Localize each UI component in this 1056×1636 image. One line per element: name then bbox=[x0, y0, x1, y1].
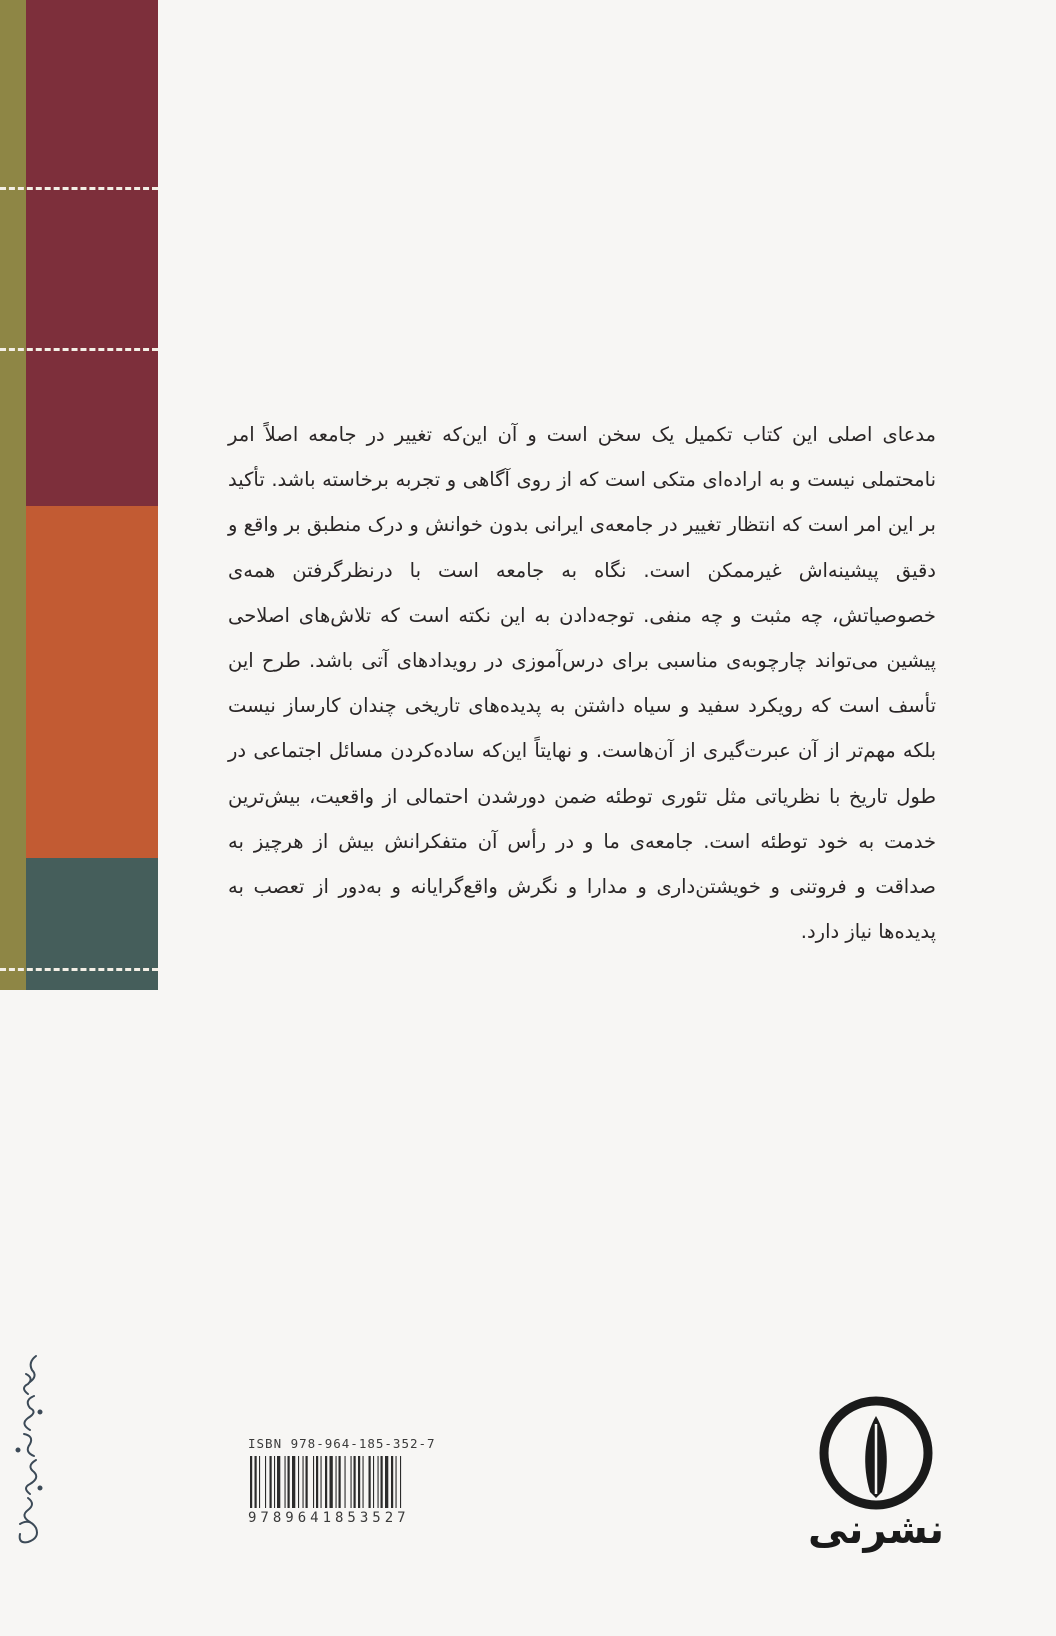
barcode-bar bbox=[369, 1456, 371, 1508]
barcode-bar bbox=[391, 1456, 393, 1508]
barcode-bar bbox=[303, 1456, 304, 1508]
barcode-bar bbox=[396, 1456, 397, 1508]
barcode-bar bbox=[385, 1456, 388, 1508]
barcode-bar bbox=[274, 1456, 275, 1508]
barcode-bar bbox=[259, 1456, 260, 1508]
publisher-logo-icon bbox=[816, 1394, 936, 1512]
barcode-bar bbox=[255, 1456, 257, 1508]
barcode-bar bbox=[316, 1456, 318, 1508]
barcode-digits: 9789641853527 bbox=[248, 1510, 410, 1526]
spine-strip bbox=[0, 0, 26, 990]
barcode-bar bbox=[250, 1456, 252, 1508]
barcode-bar bbox=[345, 1456, 346, 1508]
barcode-bar bbox=[325, 1456, 327, 1508]
barcode-bar bbox=[351, 1456, 352, 1508]
barcode-bar bbox=[298, 1456, 299, 1508]
back-cover-blurb: مدعای اصلی این کتاب تکمیل یک سخن است و آن این‌که تغییر در جامعه اصلاً امر نامحتملی نیست و به اراده‌ای متکی است که از روی آگاهی و تجربه برخاسته باشد. تأکید بر این امر است که انتظار تغییر در جامعه‌ی ایرانی بدون خوانش و درک منطبق بر واقع و دقیق پیشینه‌اش غیرممکن است. نگاه به جامعه است با درنظرگرفتن همه‌ی خصوصیاتش، چه مثبت و چه منفی. توجه‌دادن به این نکته است که تلاش‌های اصلاحی پیشین می‌تواند چارچوبه‌ی مناسبی برای درس‌آموزی در رویدادهای آتی باشد. طرح این تأسف است که رویکرد سفید و سیاه داشتن به پدیده‌های تاریخی چندان کارساز نیست بلکه مهم‌تر از آن عبرت‌گیری از آن‌هاست. و نهایتاً این‌که ساده‌کردن مسائل اجتماعی در طول تاریخ با نظریاتی مثل تئوری توطئه ضمن دورشدن احتمالی از واقعیت، بیش‌ترین خدمت به خود توطئه است. جامعه‌ی ما و در رأس آن متفکرانش بیش از هرچیز به صداقت و فروتنی و خویشتن‌داری و مدارا و نگرش واقع‌گرایانه و به‌دور از تعصب به پدیده‌ها نیاز دارد. bbox=[228, 423, 936, 944]
dashed-divider bbox=[0, 968, 158, 971]
barcode-bar bbox=[336, 1456, 337, 1508]
author-signature bbox=[6, 1352, 50, 1552]
barcode-bar bbox=[285, 1456, 286, 1508]
publisher-name: نشرنی bbox=[807, 1507, 945, 1553]
barcode-bar bbox=[400, 1456, 401, 1508]
barcode-bar bbox=[321, 1456, 322, 1508]
publisher-block bbox=[806, 1394, 946, 1554]
barcode-bar bbox=[378, 1456, 379, 1508]
barcode-bar bbox=[354, 1456, 356, 1508]
barcode-bar bbox=[313, 1456, 314, 1508]
barcode-bar bbox=[277, 1456, 280, 1508]
barcode-bar bbox=[265, 1456, 266, 1508]
dashed-divider bbox=[0, 187, 158, 190]
barcode-bar bbox=[288, 1456, 290, 1508]
barcode-bar bbox=[358, 1456, 360, 1508]
barcode-bar bbox=[373, 1456, 374, 1508]
isbn-barcode-block bbox=[248, 1436, 448, 1528]
dashed-divider bbox=[0, 348, 158, 351]
barcode-bar bbox=[306, 1456, 308, 1508]
barcode-bar bbox=[330, 1456, 333, 1508]
color-band-maroon bbox=[26, 0, 158, 506]
barcode-bar bbox=[292, 1456, 295, 1508]
barcode-bar bbox=[381, 1456, 383, 1508]
color-band-orange bbox=[26, 506, 158, 858]
barcode-bar bbox=[270, 1456, 272, 1508]
barcode bbox=[248, 1456, 446, 1508]
barcode-bar bbox=[339, 1456, 341, 1508]
barcode-bar bbox=[363, 1456, 364, 1508]
isbn-label: ISBN 978-964-185-352-7 bbox=[248, 1436, 436, 1451]
